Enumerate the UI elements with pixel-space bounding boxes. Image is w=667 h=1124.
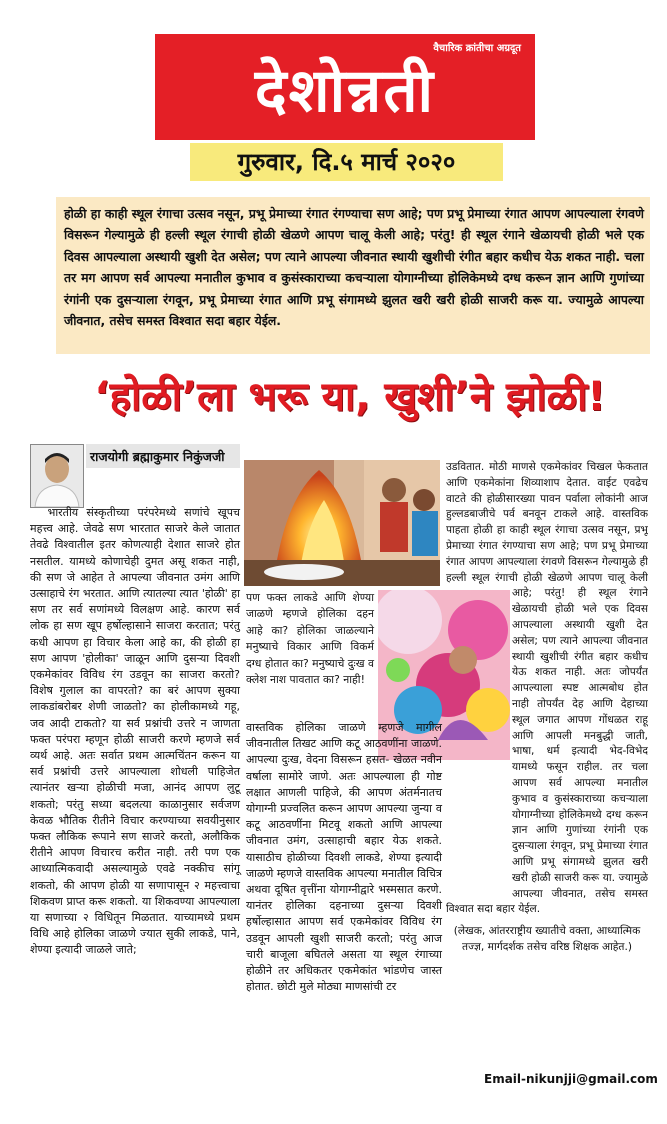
masthead-tagline: वैचारिक क्रांतीचा अग्रदूत [433, 43, 521, 54]
article-column-1-text: भारतीय संस्कृतीच्या परंपरेमध्ये सणांचे खूपच महत्त्व आहे. जेवढे सण भारतात साजरे केले जातात तेवढे विश्वातील इतर कोणत्याही देशात साजरे होत नसतील. यामध्ये कोणाचेही दुमत असू शकत नाही, की सण जे आहेत ते आपल्या जीवनात उमंग आणि उत्साहाचे रंग भरतात. आणि त्यातल्या त्यात 'होळी' हा सण तर सर्व सणांमध्ये विलक्षण आहे. कारण सर्व लोक हा सण खूप हर्षोल्हासाने साजरा करतात; परंतु कधी आपण हा विचार केला आहे का, की होळी हा सण आपण 'होलीका' जाळून आणि दुसऱ्या दिवशी एकमेकांवर विविध रंग उडवून का साजरा करतो? विशेष गुलाल का वापरतो? का बरं आपण सुक्या लाकडांबरोबर शेणी जाळतो? का होलीकामध्ये गहू, जव आदी टाकतो? या सर्व प्रश्नांची उत्तरे न जाणता फक्त परंपरा म्हणून होळी साजरी करणे म्हणजे सर्व व्यर्थ आहे. अतः सर्वात प्रथम आत्मचिंतन करून या सर्व प्रश्नांची उत्तरे आपल्याला शोधली पाहिजेत त्यानंतर खऱ्या होळीची मजा, आनंद आपण लुटू शकतो; परंतु सध्या बदलत्या काळानुसार सर्वजण केवळ भौतिक रीतीने विचार करण्याच्या सवयीनुसार फक्त लौकिक रूपाने सण साजरे करतो, अलौकिक रीतीने आपण विचारच करीत नाही. तरी पण एक आध्यात्मिकवादी असल्यामुळे एवढे नक्कीच सांगू शकतो, की आपण होळी या सणापासून २ महत्त्वाचा शिकवण प्राप्त करू शकतो. या शिकवण्या आपल्याला या सणाच्या २ विधितून मिळतात. याच्यामध्ये प्रथम विधि आहे होलिका जाळणे ज्यात सुकी लाकडे, पाने, शेण्या इत्यादी जाळले जाते; [30, 506, 240, 957]
author-email: Email-nikunjji@gmail.com [484, 1072, 658, 1086]
intro-box [56, 197, 650, 354]
dateline: गुरुवार, दि.५ मार्च २०२० [190, 143, 503, 181]
article-column-2 [246, 720, 442, 995]
headline: ‘होळी’ला भरू या, खुशी’ने झोळी! [94, 374, 606, 420]
intro-text: होळी हा काही स्थूल रंगाचा उत्सव नसून, प्रभू प्रेमाच्या रंगात रंगण्याचा सण आहे; पण प्रभू प्रेमाच्या रंगात आपण आपल्याला रंगवणे विसरून गेल्यामुळे ही हल्ली स्थूल रंगाची होळी खेळणे आपण चालू केली आहे; परंतु! ही स्थूल रंगाने खेळायची होळी भले एक दिवस आपल्याला अस्थायी खुशी देत असेल; पण त्याने आपल्या जीवनात स्थायी खुशीची रंगीत बहार कधीच येऊ शकत नाही. चला तर मग आपण सर्व आपल्या मनातील कुभाव व कुसंस्काराच्या कचऱ्याला योगाग्नीच्या होलिकेमध्ये दग्ध करून ज्ञान आणि गुणांच्या रंगांनी एक दुसऱ्याला रंगवून, प्रभू प्रेमाच्या रंगात आणि प्रभू संगामध्ये झुलत खरी खरी होळी साजरी करू या. ज्यामुळे आपल्या जीवनात, तसेच समस्त विश्वात सदा बहार येईल. [64, 206, 644, 329]
article-column-3 [446, 460, 648, 956]
holi-bonfire-image [244, 460, 440, 586]
article-column-2-text: वास्तविक होलिका जाळणे म्हणजे मागील जीवनातील तिखट आणि कटू आठवणींना जाळणे. आपल्या दुःख, वेदना विसरून हसत- खेळत नवीन वर्षाला सामोरे जाणे. अतः आपल्याला ही गोष्ट लक्षात आणली पाहिजे, की आपण अंतर्मनातच योगाग्नी प्रज्वलित करून आपण आपल्या जुन्या व कटू आठवणींना मिटवू शकतो आणि आपल्या जीवनात उमंग, उत्साहाची बहार येऊ शकते. यासाठीच होळीच्या दिवशी लाकडे, शेण्या इत्यादी जाळणे म्हणजे वास्तविक आपल्या मनातील विचित्र अथवा दूषित वृत्तींना योगाग्नीद्वारे भस्मसात करणे. यानंतर होलिका दहनाच्या दुसऱ्या दिवशी हर्षोल्हासात आपण सर्व एकमेकांवर विविध रंग उडवून आपली खुशी साजरी करतो; परंतु आज चारी बाजूला बघितले असता या स्थूल रंगाच्या होळीने तर अधिकतर एकमेकांत भांडणेच जास्त होतात. छोटी मुले मोठ्या माणसांची टर [246, 721, 442, 994]
bonfire-picture-icon [244, 460, 440, 586]
article-column-1 [30, 505, 240, 959]
article-column-2-top [246, 590, 374, 688]
author-photo [30, 444, 84, 508]
article-column-2-top-text: पण फक्त लाकडे आणि शेण्या जाळणे म्हणजे होलिका दहन आहे का? होलिका जाळल्याने मनुष्याचे विकार आणि विकर्म दग्ध होतात का? मनुष्याचे दुःख व क्लेश नाश पावतात का? नाही! [246, 591, 374, 687]
author-photo-icon [31, 445, 83, 507]
paper-name: देशोन्नती [254, 56, 436, 126]
author-name: राजयोगी ब्रह्माकुमार निकुंजजी [90, 449, 225, 464]
article-column-3-text: उडवितात. मोठी माणसे एकमेकांवर चिखल फेकतात आणि एकमेकांना शिव्याशाप देतात. वाईट एवढेच वाटते की होळीसारख्या पावन पर्वाला लोकांनी आज हुल्लडबाजीचे पर्व बनवून टाकले आहे. वास्तविक पाहता होळी हा काही स्थूल रंगाचा उत्सव नसून, प्रभू प्रेमाच्या रंगात रंगण्याचा सण आहे; पण प्रभू प्रेमाच्या रंगात आपण आपल्याला रंगवणे विसरून गेल्यामुळे ही हल्ली स्थूल रंगाची होळी खेळणे आपण चालू केली आहे; परंतु! ही स्थूल रंगाने खेळायची होळी भले एक दिवस आपल्याला अस्थायी खुशी देत असेल; पण त्याने आपल्या जीवनात स्थायी खुशीची रंगीत बहार कधीच येऊ शकत नाही. अतः जोपर्यंत आपल्याला स्पष्ट आत्मबोध होत नाही तोपर्यंत देह आणि देहाच्या स्थूल जगात आपण गोंधळत राहू आणि आपली मनबुद्धी जाती, भाषा, धर्म इत्यादी भेद-विभेद यामध्ये फसून राहील. तर चला आपण सर्व आपल्या मनातील कुभाव व कुसंस्काराच्या कचऱ्याला योगाग्नीच्या होलिकेमध्ये दग्ध करून ज्ञान आणि गुणांच्या रंगांनी एक दुसऱ्याला रंगवून, प्रभू प्रेमाच्या रंगात आणि प्रभू संगामध्ये झुलत खरी खरी होळी साजरी करू या. ज्यामुळे आपल्या जीवनात, तसेच समस्त विश्वात सदा बहार येईल. [446, 461, 648, 916]
author-bio: (लेखक, आंतरराष्ट्रीय ख्यातीचे वक्ता, आध्यात्मिक तज्ज्ञ, मार्गदर्शक तसेच वरिष्ठ शिक्षक आहेत.) [453, 925, 641, 953]
masthead [155, 34, 535, 140]
